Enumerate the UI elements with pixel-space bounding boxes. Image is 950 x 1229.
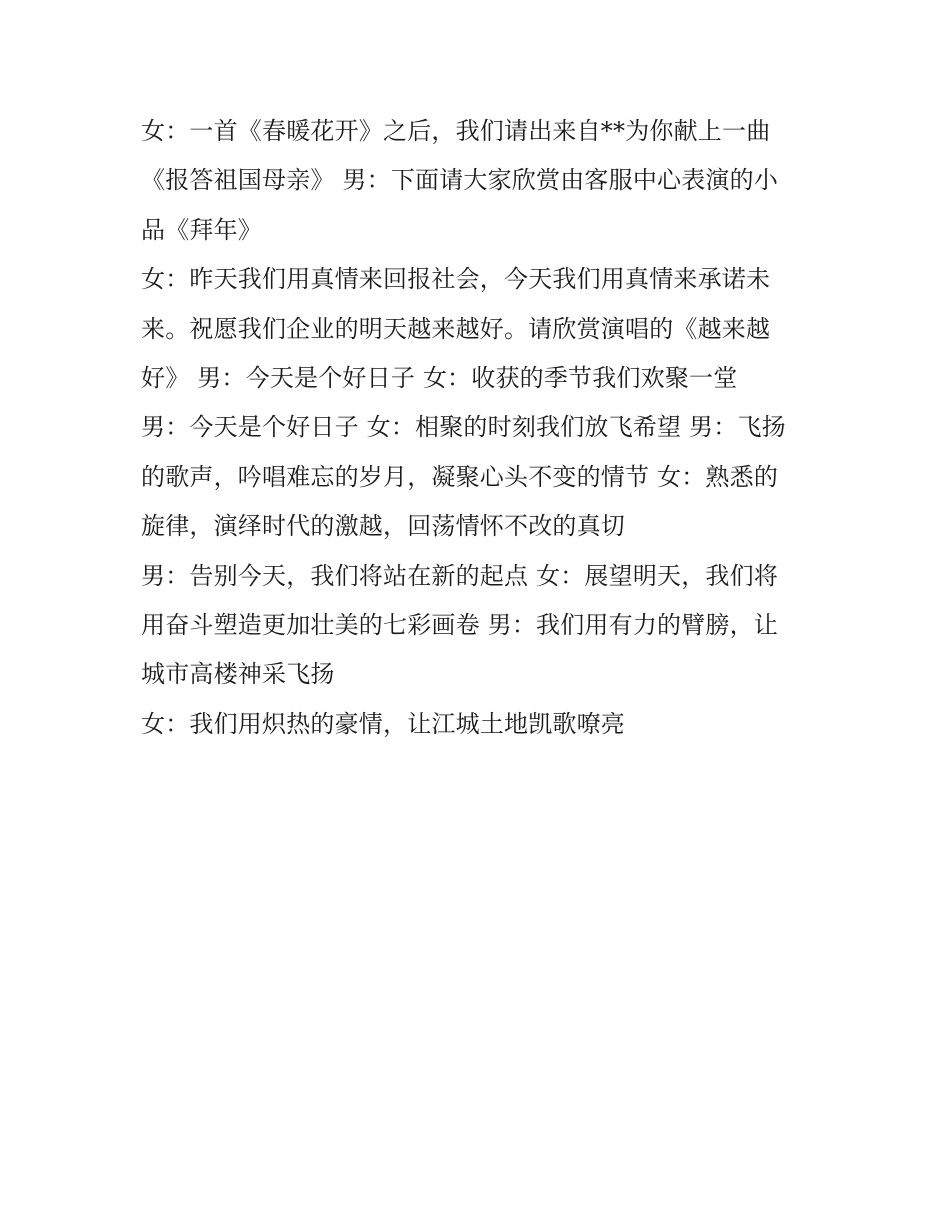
text-line: 男：告别今天，我们将站在新的起点 女：展望明天，我们将 [141,561,779,590]
text-line: 女：我们用炽热的豪情，让江城土地凯歌嘹亮 [141,709,625,738]
document-body [141,107,811,749]
text-line: 的歌声，吟唱难忘的岁月，凝聚心头不变的情节 女：熟悉的 [141,462,779,491]
text-line: 用奋斗塑造更加壮美的七彩画卷 男：我们用有力的臂膀，让 [141,610,779,639]
text-line: 旋律，演绎时代的激越，回荡情怀不改的真切 [141,512,625,541]
text-line: 好》 男：今天是个好日子 女：收获的季节我们欢聚一堂 [141,363,738,392]
text-line: 男：今天是个好日子 女：相聚的时刻我们放飞希望 男：飞扬 [141,413,786,442]
text-line: 城市高楼神采飞扬 [141,660,335,689]
text-line: 《报答祖国母亲》 男：下面请大家欣赏由客服中心表演的小 [141,166,779,195]
text-line: 女：昨天我们用真情来回报社会，今天我们用真情来承诺未 [141,265,771,294]
text-line: 品《拜年》 [141,215,262,244]
text-line: 来。祝愿我们企业的明天越来越好。请欣赏演唱的《越来越 [141,314,771,343]
text-line: 女：一首《春暖花开》之后，我们请出来自**为你献上一曲 [141,117,771,145]
